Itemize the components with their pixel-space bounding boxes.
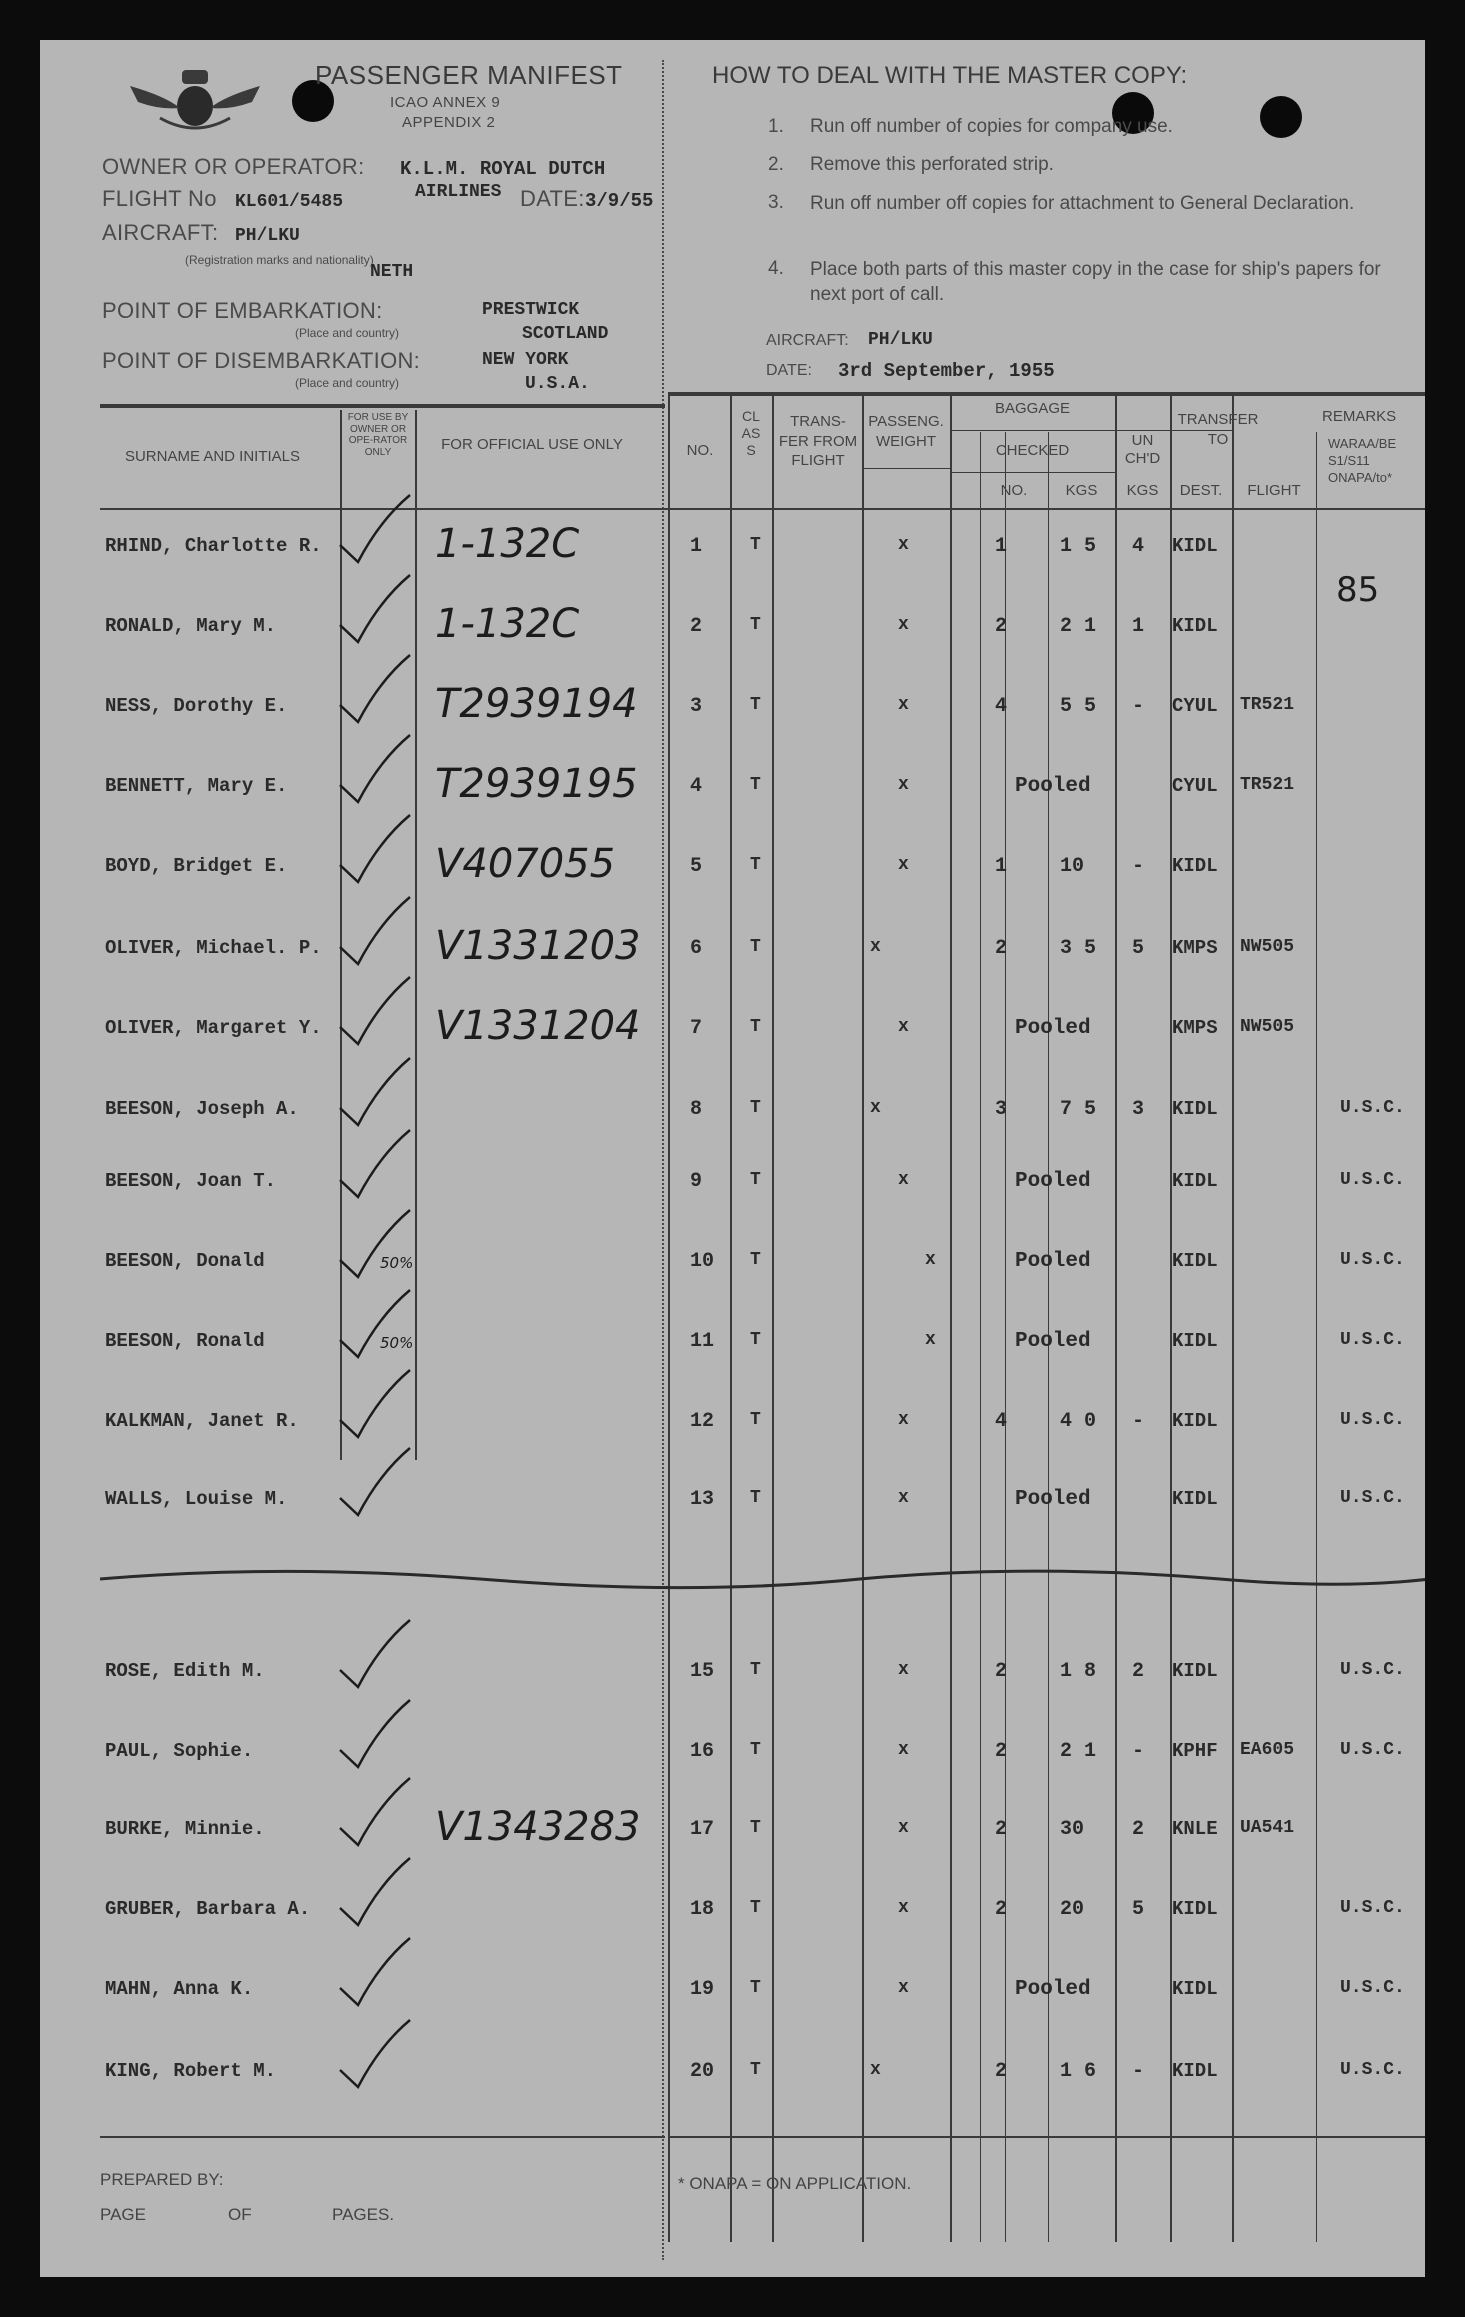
class-letter: T (750, 1978, 761, 1998)
col-rule (1316, 432, 1317, 2242)
class-letter: T (750, 615, 761, 635)
class-letter: T (750, 937, 761, 957)
baggage-pooled: Pooled (1015, 1330, 1091, 1353)
check-mark-icon (330, 1285, 420, 1365)
header-no: NO. (686, 442, 714, 459)
unchecked-kgs: - (1132, 2060, 1145, 2083)
passenger-name: WALLS, Louise M. (105, 1488, 288, 1510)
destination: KIDL (1172, 1098, 1218, 1120)
baggage-kgs: 2 1 (1060, 1740, 1097, 1763)
destination: CYUL (1172, 775, 1218, 797)
remarks: U.S.C. (1340, 1330, 1405, 1350)
official-use-number: V1343283 (435, 1804, 641, 1850)
check-mark-icon (330, 1695, 420, 1775)
class-letter: T (750, 1488, 761, 1508)
table-top-rule (100, 404, 665, 408)
class-letter: T (750, 535, 761, 555)
col-rule (980, 432, 981, 2242)
remarks: U.S.C. (1340, 1740, 1405, 1760)
manifest-title: PASSENGER MANIFEST (315, 60, 623, 90)
header-remarks-sub: WARAA/BE S1/S11 ONAPA/to* (1328, 436, 1397, 485)
passeng-weight-mark: x (898, 1410, 909, 1430)
check-mark-icon (330, 1205, 420, 1285)
check-mark-icon (330, 892, 420, 972)
passenger-name: BEESON, Joseph A. (105, 1098, 299, 1120)
instruction-1-text: Run off number of copies for company use. (810, 116, 1173, 137)
passenger-name: KALKMAN, Janet R. (105, 1410, 299, 1432)
row-number: 3 (690, 695, 703, 718)
passeng-weight-mark: x (898, 855, 909, 875)
unchecked-kgs: - (1132, 1740, 1145, 1763)
embarkation-label: POINT OF EMBARKATION: (102, 298, 383, 323)
baggage-count: 2 (995, 2060, 1008, 2083)
row-number: 11 (690, 1330, 715, 1353)
destination: KIDL (1172, 1170, 1218, 1192)
embarkation-place-note: (Place and country) (295, 326, 400, 340)
unchecked-kgs: 1 (1132, 615, 1145, 638)
passeng-weight-mark: x (898, 1660, 909, 1680)
passenger-name: KING, Robert M. (105, 2060, 277, 2082)
instr-date-label: DATE: (766, 362, 812, 379)
passenger-name: BEESON, Ronald (105, 1330, 265, 1352)
passenger-name: RONALD, Mary M. (105, 615, 277, 637)
official-use-number: V1331203 (435, 923, 641, 969)
row-number: 6 (690, 937, 703, 960)
row-number: 4 (690, 775, 703, 798)
class-letter: T (750, 1330, 761, 1350)
check-mark-icon (330, 570, 420, 650)
header-dest: DEST. (1179, 482, 1223, 499)
klm-logo-icon (120, 58, 270, 138)
pages-label: PAGES. (332, 2205, 395, 2224)
embarkation-country: SCOTLAND (522, 324, 609, 344)
check-mark-icon (330, 1773, 420, 1853)
passeng-weight-mark: x (898, 1017, 909, 1037)
check-mark-icon (330, 1365, 420, 1445)
instruction-3-num: 3. (768, 192, 784, 213)
baggage-count: 2 (995, 1818, 1008, 1841)
baggage-kgs: 10 (1060, 855, 1085, 878)
header-bottom-rule (100, 508, 1425, 510)
unchecked-kgs: 4 (1132, 535, 1145, 558)
baggage-pooled: Pooled (1015, 1250, 1091, 1273)
destination: CYUL (1172, 695, 1218, 717)
destination: KMPS (1172, 937, 1218, 959)
unchecked-kgs: - (1132, 855, 1145, 878)
instruction-4-num: 4. (768, 258, 784, 279)
class-letter: T (750, 1740, 761, 1760)
row-number: 17 (690, 1818, 715, 1841)
date-value: 3/9/55 (585, 190, 654, 212)
baggage-count: 2 (995, 1898, 1008, 1921)
col-rule (1232, 392, 1234, 2242)
baggage-kgs: 4 0 (1060, 1410, 1097, 1433)
prepared-by-label: PREPARED BY: (100, 2170, 224, 2189)
baggage-kgs: 1 8 (1060, 1660, 1097, 1683)
header-unchd-kgs: KGS (1126, 482, 1159, 499)
manifest-page (40, 40, 1425, 2277)
transfer-flight: NW505 (1240, 937, 1295, 957)
destination: KIDL (1172, 1410, 1218, 1432)
remarks: U.S.C. (1340, 1098, 1405, 1118)
footer-rule (668, 2136, 1425, 2138)
unchecked-kgs: 2 (1132, 1660, 1145, 1683)
row-number: 15 (690, 1660, 715, 1683)
header-transfer-from: TRANS-FER FROM FLIGHT (778, 413, 858, 469)
passenger-name: NESS, Dorothy E. (105, 695, 288, 717)
row-number: 13 (690, 1488, 715, 1511)
destination: KIDL (1172, 1660, 1218, 1682)
class-letter: T (750, 855, 761, 875)
owner-value: K.L.M. ROYAL DUTCH (400, 158, 606, 180)
baggage-count: 3 (995, 1098, 1008, 1121)
header-transfer-to: TRANSFER TO (1177, 411, 1259, 448)
transfer-flight: UA541 (1240, 1818, 1295, 1838)
passeng-weight-mark: x (925, 1250, 936, 1270)
of-label: OF (228, 2205, 252, 2224)
baggage-kgs: 5 5 (1060, 695, 1097, 718)
instr-aircraft-label: AIRCRAFT: (766, 332, 849, 349)
row-number: 7 (690, 1017, 703, 1040)
passenger-name: PAUL, Sophie. (105, 1740, 254, 1762)
checked-sub-rule (950, 472, 1115, 473)
destination: KIDL (1172, 1488, 1218, 1510)
passenger-name: BURKE, Minnie. (105, 1818, 265, 1840)
instruction-2-text: Remove this perforated strip. (810, 154, 1054, 175)
header-flight: FLIGHT (1247, 482, 1301, 499)
owner-value-2: AIRLINES (415, 182, 502, 202)
check-mark-icon (330, 1853, 420, 1933)
disembarkation-country: U.S.A. (525, 374, 590, 394)
baggage-count: 4 (995, 695, 1008, 718)
fare-mark: 50% (380, 1334, 414, 1352)
aircraft-label: AIRCRAFT: (102, 220, 219, 245)
destination: KIDL (1172, 1330, 1218, 1352)
header-surname: SURNAME AND INITIALS (124, 448, 301, 465)
row-number: 19 (690, 1978, 715, 2001)
row-number: 12 (690, 1410, 715, 1433)
col-rule (1170, 392, 1172, 2242)
passeng-weight-mark: x (870, 937, 881, 957)
row-number: 16 (690, 1740, 715, 1763)
header-unchd: UN CH'D (1124, 432, 1161, 467)
remarks: U.S.C. (1340, 1978, 1405, 1998)
official-use-number: V407055 (435, 841, 616, 887)
passenger-name: OLIVER, Michael. P. (105, 937, 322, 959)
header-for-use: FOR USE BY OWNER OR OPE-RATOR ONLY (347, 412, 409, 458)
check-mark-icon (330, 1933, 420, 2013)
destination: KNLE (1172, 1818, 1218, 1840)
class-letter: T (750, 695, 761, 715)
check-mark-icon (330, 1443, 420, 1523)
table-break-line (100, 1564, 1425, 1594)
destination: KIDL (1172, 1978, 1218, 2000)
class-letter: T (750, 1898, 761, 1918)
passenger-name: MAHN, Anna K. (105, 1978, 254, 2000)
instr-date-value: 3rd September, 1955 (838, 360, 1055, 382)
class-letter: T (750, 1017, 761, 1037)
baggage-count: 2 (995, 937, 1008, 960)
check-mark-icon (330, 490, 420, 570)
baggage-kgs: 1 5 (1060, 535, 1097, 558)
col-rule (772, 392, 774, 2242)
header-remarks: REMARKS (1322, 408, 1397, 425)
passeng-weight-mark: x (898, 1740, 909, 1760)
destination: KIDL (1172, 615, 1218, 637)
instructions-title: HOW TO DEAL WITH THE MASTER COPY: (712, 62, 1188, 89)
remarks: U.S.C. (1340, 1898, 1405, 1918)
remarks: U.S.C. (1340, 1410, 1405, 1430)
remark-number: 85 (1336, 570, 1380, 610)
unchecked-kgs: - (1132, 1410, 1145, 1433)
nationality-value: NETH (370, 262, 414, 282)
baggage-pooled: Pooled (1015, 1978, 1091, 2001)
instr-aircraft-value: PH/LKU (868, 330, 933, 350)
col-rule (950, 392, 952, 2242)
row-number: 2 (690, 615, 703, 638)
unchecked-kgs: 3 (1132, 1098, 1145, 1121)
destination: KIDL (1172, 1898, 1218, 1920)
row-number: 8 (690, 1098, 703, 1121)
baggage-count: 2 (995, 1660, 1008, 1683)
icao-annex: ICAO ANNEX 9 (390, 94, 501, 111)
check-mark-icon (330, 650, 420, 730)
remarks: U.S.C. (1340, 2060, 1405, 2080)
disembarkation-value: NEW YORK (482, 350, 569, 370)
baggage-count: 4 (995, 1410, 1008, 1433)
passenger-name: GRUBER, Barbara A. (105, 1898, 311, 1920)
punch-hole (1260, 96, 1302, 138)
baggage-kgs: 20 (1060, 1898, 1085, 1921)
baggage-count: 1 (995, 535, 1008, 558)
check-mark-icon (330, 1125, 420, 1205)
row-number: 5 (690, 855, 703, 878)
baggage-pooled: Pooled (1015, 775, 1091, 798)
flight-label: FLIGHT No (102, 186, 217, 211)
check-mark-icon (330, 972, 420, 1052)
baggage-pooled: Pooled (1015, 1488, 1091, 1511)
passeng-weight-mark: x (898, 695, 909, 715)
page-label: PAGE (100, 2205, 146, 2224)
class-letter: T (750, 1818, 761, 1838)
transfer-flight: NW505 (1240, 1017, 1295, 1037)
header-official-use: FOR OFFICIAL USE ONLY (441, 436, 623, 453)
passeng-weight-mark: x (898, 615, 909, 635)
class-letter: T (750, 1098, 761, 1118)
baggage-kgs: 3 5 (1060, 937, 1097, 960)
class-letter: T (750, 2060, 761, 2080)
date-label: DATE: (520, 186, 585, 211)
destination: KMPS (1172, 1017, 1218, 1039)
instruction-3-text: Run off number off copies for attachment to General Declaration. (810, 193, 1355, 214)
row-number: 20 (690, 2060, 715, 2083)
appendix: APPENDIX 2 (402, 114, 496, 131)
passenger-name: BEESON, Donald (105, 1250, 265, 1272)
passeng-weight-mark: x (898, 1488, 909, 1508)
transfer-flight: TR521 (1240, 695, 1295, 715)
check-mark-icon (330, 1615, 420, 1695)
transfer-flight: EA605 (1240, 1740, 1295, 1760)
passenger-name: OLIVER, Margaret Y. (105, 1017, 322, 1039)
class-letter: T (750, 1170, 761, 1190)
remarks: U.S.C. (1340, 1250, 1405, 1270)
instruction-2-num: 2. (768, 154, 784, 175)
passenger-name: BENNETT, Mary E. (105, 775, 288, 797)
remarks: U.S.C. (1340, 1660, 1405, 1680)
official-use-number: 1-132C (435, 601, 580, 647)
row-number: 9 (690, 1170, 703, 1193)
baggage-kgs: 30 (1060, 1818, 1085, 1841)
footer-rule (100, 2136, 665, 2138)
baggage-count: 2 (995, 1740, 1008, 1763)
header-checked: CHECKED (995, 442, 1070, 459)
remarks: U.S.C. (1340, 1170, 1405, 1190)
header-passeng-weight: PASSENG. WEIGHT (868, 413, 944, 450)
passeng-weight-mark: x (898, 1978, 909, 1998)
header-baggage: BAGGAGE (994, 400, 1071, 417)
baggage-kgs: 1 6 (1060, 2060, 1097, 2083)
unchecked-kgs: - (1132, 695, 1145, 718)
aircraft-value: PH/LKU (235, 226, 300, 246)
passenger-name: RHIND, Charlotte R. (105, 535, 322, 557)
class-letter: T (750, 1410, 761, 1430)
check-mark-icon (330, 2015, 420, 2095)
passenger-name: BOYD, Bridget E. (105, 855, 288, 877)
instruction-1-num: 1. (768, 116, 784, 137)
disembarkation-place-note: (Place and country) (295, 376, 400, 390)
official-use-number: T2939194 (435, 681, 638, 727)
onapa-note: * ONAPA = ON APPLICATION. (678, 2174, 912, 2193)
header-bag-kgs: KGS (1065, 482, 1098, 499)
unchecked-kgs: 5 (1132, 1898, 1145, 1921)
header-class: CLASS (741, 408, 761, 458)
row-number: 18 (690, 1898, 715, 1921)
baggage-kgs: 2 1 (1060, 615, 1097, 638)
class-letter: T (750, 775, 761, 795)
destination: KIDL (1172, 1250, 1218, 1272)
owner-label: OWNER OR OPERATOR: (102, 154, 365, 179)
baggage-pooled: Pooled (1015, 1170, 1091, 1193)
col-rule (668, 392, 670, 2242)
baggage-count: 2 (995, 615, 1008, 638)
passenger-name: BEESON, Joan T. (105, 1170, 277, 1192)
col-rule (862, 392, 864, 2242)
baggage-pooled: Pooled (1015, 1017, 1091, 1040)
row-number: 10 (690, 1250, 715, 1273)
passenger-name: ROSE, Edith M. (105, 1660, 265, 1682)
destination: KIDL (1172, 2060, 1218, 2082)
remarks: U.S.C. (1340, 1488, 1405, 1508)
passeng-weight-mark: x (898, 775, 909, 795)
official-use-number: 1-132C (435, 521, 580, 567)
unchecked-kgs: 2 (1132, 1818, 1145, 1841)
passeng-weight-mark: x (870, 2060, 881, 2080)
instruction-4-text: Place both parts of this master copy in the case for ship's papers for next port of call. (810, 259, 1381, 305)
transfer-flight: TR521 (1240, 775, 1295, 795)
row-number: 1 (690, 535, 703, 558)
col-rule (730, 392, 732, 2242)
official-use-number: V1331204 (435, 1003, 641, 1049)
passeng-weight-mark: x (925, 1330, 936, 1350)
unchecked-kgs: 5 (1132, 937, 1145, 960)
check-mark-icon (330, 730, 420, 810)
baggage-count: 1 (995, 855, 1008, 878)
fare-mark: 50% (380, 1254, 414, 1272)
registration-note: (Registration marks and nationality) (185, 253, 374, 267)
baggage-kgs: 7 5 (1060, 1098, 1097, 1121)
passeng-weight-mark: x (898, 1898, 909, 1918)
class-letter: T (750, 1250, 761, 1270)
header-bag-no: NO. (1000, 482, 1028, 499)
disembarkation-label: POINT OF DISEMBARKATION: (102, 348, 421, 373)
passeng-weight-mark: x (898, 535, 909, 555)
destination: KIDL (1172, 535, 1218, 557)
passeng-sub-rule (862, 468, 950, 469)
destination: KIDL (1172, 855, 1218, 877)
destination: KPHF (1172, 1740, 1218, 1762)
check-mark-icon (330, 1053, 420, 1133)
col-rule (1115, 392, 1117, 2242)
passeng-weight-mark: x (898, 1170, 909, 1190)
perforation-line (662, 60, 664, 2260)
flight-value: KL601/5485 (235, 192, 344, 212)
passeng-weight-mark: x (870, 1098, 881, 1118)
passeng-weight-mark: x (898, 1818, 909, 1838)
embarkation-value: PRESTWICK (482, 300, 580, 320)
table-top-rule-right (668, 392, 1425, 396)
check-mark-icon (330, 810, 420, 890)
official-use-number: T2939195 (435, 761, 638, 807)
class-letter: T (750, 1660, 761, 1680)
